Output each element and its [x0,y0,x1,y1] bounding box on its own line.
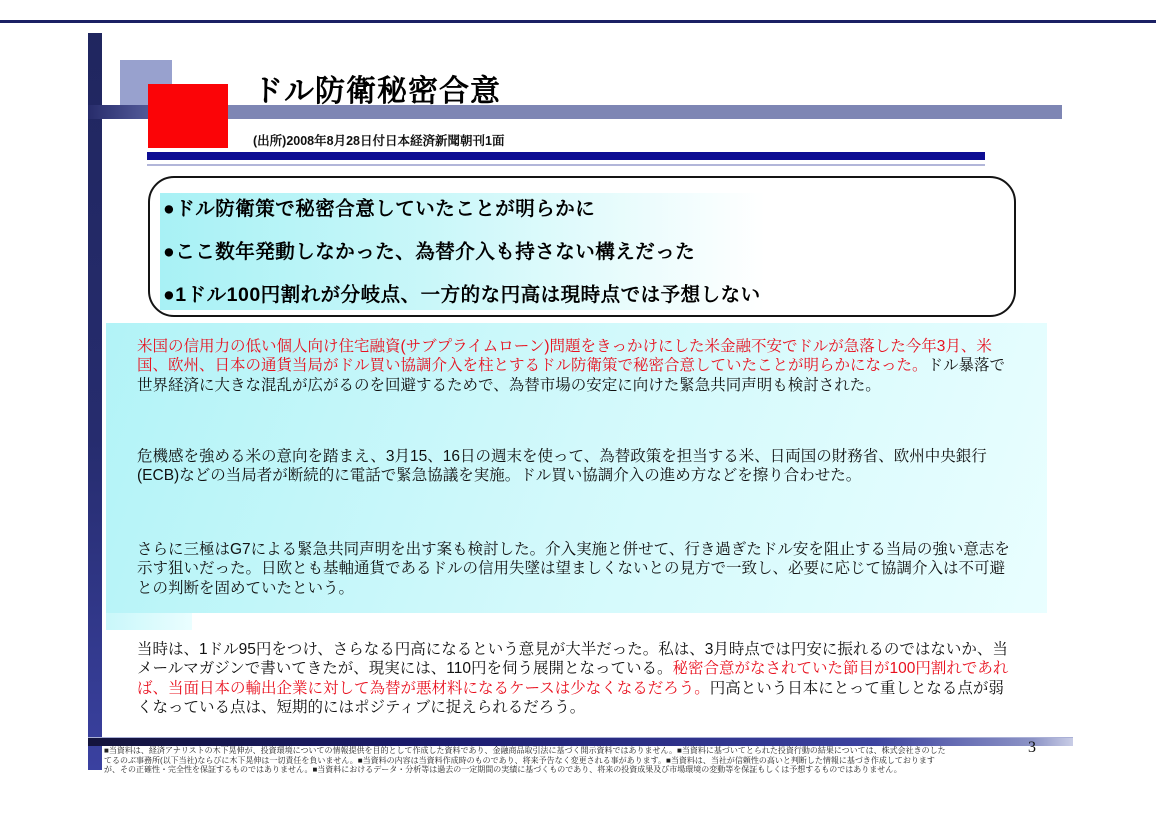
paragraph-2: 危機感を強める米の意向を踏まえ、3月15、16日の週末を使って、為替政策を担当する米、日両国の財務省、欧州中央銀行(ECB)などの当局者が断続的に電話で緊急協議を実施。ドル買い協調介入の進め方などを擦り合わせた。 [137,448,987,485]
page-number: 3 [1028,739,1036,756]
disclaimer-line: が、その正確性・完全性を保証するものではありません。■当資料におけるデータ・分析等は過去の一定期間の実績に基づくものであり、将来の投資成果及び市場環境の変動等を保証もしくは予想するものではありません。 [104,765,902,775]
paragraph-1 [137,337,1016,395]
page-title: ドル防衛秘密合意 [253,75,501,108]
body-cyan-panel-tab [106,613,192,630]
highlight-box [148,176,1016,317]
top-rule [0,20,1156,23]
paragraph-4-black-text: 当時は、1ドル95円をつけ、さらなる円高になるという意見が大半だった。私は、3月時点では円安に振れるのではないか、当メールマガジンで書いてきたが、現実には、110円を伺う展開となっている。 [137,641,1008,678]
highlight-item: ●ドル防衛策で秘密合意していたことが明らかに [163,198,596,220]
red-accent-square [148,84,228,148]
paragraph-4-black-text-2: 円高という日本にとって重しとなる点が弱くなっている点は、短期的にはポジティブに捉えられるだろう。 [137,679,1004,717]
title-slate-band [88,105,1062,119]
footer-divider-bar [88,737,1073,746]
paragraph-4-red-text: 秘密合意がなされていた節目が100円割れであれば、当面日本の輸出企業に対して為替が悪材料になるケースは少なくなるだろう。 [137,660,1009,697]
paragraph-4 [137,640,1016,718]
paragraph-3: さらに三極はG7による緊急共同声明を出す案も検討した。介入実施と併せて、行き過ぎたドル安を阻止する当局の強い意志を示す狙いだった。日欧とも基軸通貨であるドルの信用失墜は望ましくないとの見方で一致し、必要に応じて協調介入は不可避との判断を固めていたという。 [137,541,1010,597]
header-underline-bar [147,152,985,160]
paragraph-1-red-text: 米国の信用力の低い個人向け住宅融資(サブプライムローン)問題をきっかけにした米金融不安でドルが急落した今年3月、米国、欧州、日本の通貨当局がドル買い協調介入を柱とするドル防衛策で秘密合意していたことが明らかになった。 [137,338,992,375]
highlight-item: ●1ドル100円割れが分岐点、一方的な円高は現時点では予想しない [163,284,761,306]
header-underline-thin [147,164,985,166]
disclaimer-line: ■当資料は、経済アナリストの木下晃伸が、投資環境についての情報提供を目的として作成した資料であり、金融商品取引法に基づく開示資料ではありません。■当資料に基づいてとられた投資行動の結果については、株式会社きのした [104,746,946,755]
paragraph-1-black-text: ドル暴落で世界経済に大きな混乱が広がるのを回避するためで、為替市場の安定に向けた緊急共同声明も検討された。 [137,357,1006,394]
left-edge-bar [88,33,102,770]
disclaimer [104,746,996,775]
highlight-item: ●ここ数年発動しなかった、為替介入も持さない構えだった [163,241,696,263]
disclaimer-line: てるのぶ事務所(以下当社)ならびに木下晃伸は一切責任を負いません。■当資料の内容は当資料作成時のものであり、将来予告なく変更される事があります。■当資料は、当社が信頼性の高いと判断した情報に基づき作成しております [104,755,935,765]
source-caption: (出所)2008年8月28日付日本経済新聞朝刊1面 [253,134,505,148]
